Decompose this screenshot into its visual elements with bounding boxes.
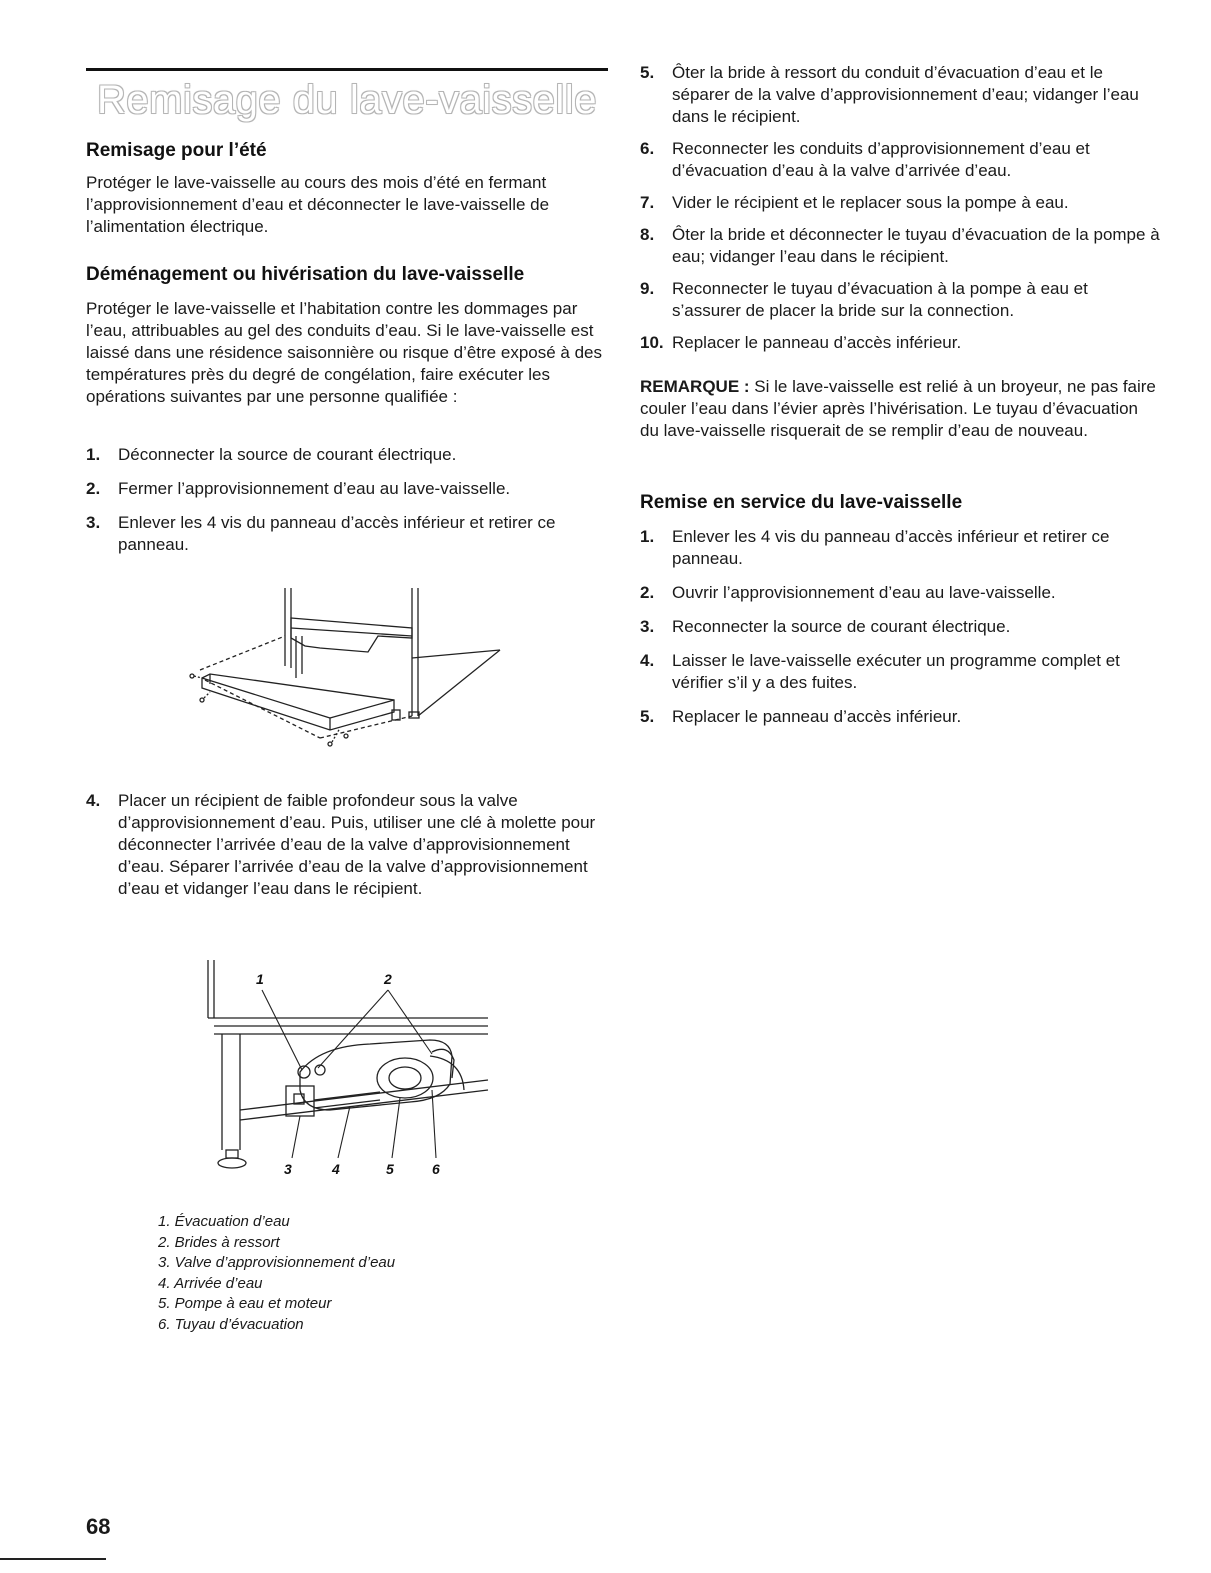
callout-2: 2 bbox=[384, 971, 392, 987]
list-item bbox=[640, 526, 1160, 570]
step-text: Ouvrir l’approvisionnement d’eau au lave-vaisselle. bbox=[672, 583, 1056, 602]
list-item bbox=[640, 192, 1160, 214]
step-text: Reconnecter la source de courant électrique. bbox=[672, 617, 1011, 636]
note-paragraph bbox=[640, 376, 1160, 442]
list-item bbox=[640, 616, 1160, 638]
list-item bbox=[640, 62, 1160, 128]
callout-1: 1 bbox=[256, 971, 264, 987]
step-text: Enlever les 4 vis du panneau d’accès inférieur et retirer ce panneau. bbox=[672, 527, 1110, 568]
note-text: Si le lave-vaisselle est relié à un broyeur, ne pas faire couler l’eau dans l’évier après l’hivérisation. Le tuyau d’évacuation du lave-vaisselle risquerait de se remplir d’eau de nouveau. bbox=[640, 377, 1156, 440]
step-number: 3. bbox=[86, 513, 101, 532]
list-item bbox=[86, 444, 586, 466]
winter-heading: Déménagement ou hivérisation du lave-vaisselle bbox=[86, 264, 525, 285]
step-number: 6. bbox=[640, 139, 655, 158]
step-number: 5. bbox=[640, 707, 655, 726]
pump-valve-diagram bbox=[200, 960, 500, 1185]
legend-item: 6. Tuyau d’évacuation bbox=[158, 1315, 304, 1333]
section-title: Remisage du lave-vaisselle bbox=[97, 78, 597, 122]
diagram-legend bbox=[158, 1212, 395, 1335]
step-text: Reconnecter les conduits d’approvisionnement d’eau et d’évacuation d’eau à la valve d’arrivée d’eau. bbox=[672, 139, 1090, 180]
legend-item: 2. Brides à ressort bbox=[158, 1233, 280, 1251]
step-number: 5. bbox=[640, 63, 655, 82]
list-item bbox=[640, 706, 1160, 728]
callout-5: 5 bbox=[386, 1161, 394, 1177]
header-rule bbox=[86, 68, 608, 71]
step-number: 4. bbox=[86, 791, 101, 810]
list-item bbox=[640, 224, 1160, 268]
winter-steps bbox=[86, 444, 586, 556]
legend-item: 4. Arrivée d’eau bbox=[158, 1274, 263, 1292]
step-text: Vider le récipient et le replacer sous la pompe à eau. bbox=[672, 193, 1069, 212]
step-text: Déconnecter la source de courant électrique. bbox=[118, 445, 457, 464]
step-text: Ôter la bride à ressort du conduit d’évacuation d’eau et le séparer de la valve d’approvisionnement d’eau; vidanger l’eau dans le récipient. bbox=[672, 63, 1139, 126]
access-panel-diagram bbox=[180, 588, 520, 758]
step-number: 9. bbox=[640, 279, 655, 298]
step-number: 1. bbox=[640, 527, 655, 546]
winter-text: Protéger le lave-vaisselle et l’habitation contre les dommages par l’eau, attribuables au gel des conduits d’eau. Si le lave-vaisselle est laissé dans une résidence saisonnière ou risque d’être exposé à des températures près du degré de congélation, faire exécuter les opérations suivantes par une personne qualifiée : bbox=[86, 299, 602, 406]
footer-rule bbox=[0, 1558, 106, 1560]
list-item bbox=[640, 582, 1160, 604]
legend-item: 1. Évacuation d’eau bbox=[158, 1213, 290, 1230]
step-text: Replacer le panneau d’accès inférieur. bbox=[672, 333, 962, 352]
legend-item: 5. Pompe à eau et moteur bbox=[158, 1295, 332, 1312]
callout-3: 3 bbox=[284, 1161, 292, 1177]
note-label: REMARQUE : bbox=[640, 377, 750, 396]
winter-steps-continued bbox=[640, 62, 1160, 354]
step-number: 7. bbox=[640, 193, 655, 212]
step-number: 4. bbox=[640, 651, 655, 670]
step-text: Replacer le panneau d’accès inférieur. bbox=[672, 707, 962, 726]
list-item bbox=[86, 478, 586, 500]
list-item bbox=[86, 790, 596, 900]
page-number: 68 bbox=[86, 1514, 111, 1539]
list-item bbox=[640, 278, 1160, 322]
step-text: Fermer l’approvisionnement d’eau au lave-vaisselle. bbox=[118, 479, 511, 498]
step-text: Ôter la bride et déconnecter le tuyau d’évacuation de la pompe à eau; vidanger l’eau dans le récipient. bbox=[672, 225, 1160, 266]
step-number: 3. bbox=[640, 617, 655, 636]
list-item bbox=[640, 650, 1160, 694]
list-item bbox=[86, 512, 586, 556]
step-text: Placer un récipient de faible profondeur sous la valve d’approvisionnement d’eau. Puis, utiliser une clé à molette pour déconnecter l’arrivée d’eau de la valve d’approvisionnement d’eau. Séparer l’arrivée d’eau de la valve d’approvisionnement d’eau et vidanger l’eau dans le récipient. bbox=[118, 791, 596, 898]
callout-6: 6 bbox=[432, 1161, 440, 1177]
step-number: 10. bbox=[640, 333, 664, 352]
step-number: 1. bbox=[86, 445, 101, 464]
service-heading: Remise en service du lave-vaisselle bbox=[640, 492, 963, 513]
service-steps bbox=[640, 526, 1160, 728]
summer-text: Protéger le lave-vaisselle au cours des mois d’été en fermant l’approvisionnement d’eau et déconnecter le lave-vaisselle de l’alimentation électrique. bbox=[86, 173, 550, 236]
callout-4: 4 bbox=[332, 1161, 340, 1177]
step-number: 8. bbox=[640, 225, 655, 244]
step-text: Laisser le lave-vaisselle exécuter un programme complet et vérifier s’il y a des fuites. bbox=[672, 651, 1120, 692]
winter-step-4 bbox=[86, 790, 596, 900]
step-number: 2. bbox=[86, 479, 101, 498]
step-text: Reconnecter le tuyau d’évacuation à la pompe à eau et s’assurer de placer la bride sur la connection. bbox=[672, 279, 1088, 320]
legend-item: 3. Valve d’approvisionnement d’eau bbox=[158, 1254, 396, 1271]
summer-heading: Remisage pour l’été bbox=[86, 140, 267, 161]
step-text: Enlever les 4 vis du panneau d’accès inférieur et retirer ce panneau. bbox=[118, 513, 556, 554]
step-number: 2. bbox=[640, 583, 655, 602]
list-item bbox=[640, 138, 1160, 182]
list-item bbox=[640, 332, 1160, 354]
